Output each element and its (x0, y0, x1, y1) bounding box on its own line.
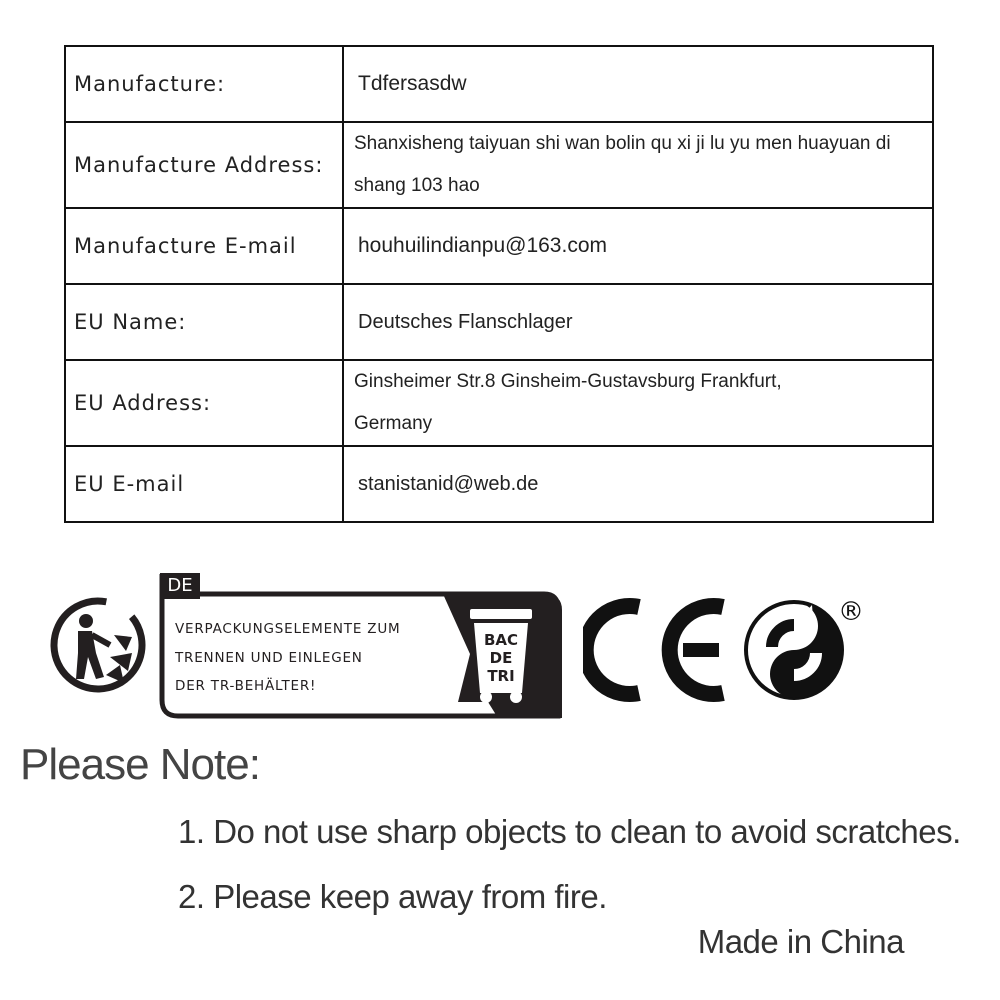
table-row (65, 208, 933, 284)
note-title: Please Note: (20, 740, 260, 789)
manufacture-address-line1: Shanxisheng taiyuan shi wan bolin qu xi ji lu yu men huayuan di (354, 133, 891, 154)
eu-address-line2: Germany (354, 413, 433, 434)
note-item-1: 1. Do not use sharp objects to clean to avoid scratches. (178, 813, 961, 850)
de-sorting-text (175, 615, 445, 701)
bin-text-de: DE (489, 649, 513, 667)
eu-email-label: EU E-mail (65, 446, 343, 522)
manufacture-address-value (343, 122, 933, 208)
de-country-tab: DE (160, 573, 200, 599)
green-dot-icon (742, 595, 852, 705)
manufacture-label: Manufacture: (65, 46, 343, 122)
manufacture-address-line2: shang 103 hao (354, 175, 480, 196)
table-row (65, 446, 933, 522)
eu-address-line1: Ginsheimer Str.8 Ginsheim-Gustavsburg Frankfurt, (354, 371, 782, 392)
manufacture-address-label: Manufacture Address: (65, 122, 343, 208)
note-item-2: 2. Please keep away from fire. (178, 878, 607, 915)
ce-mark-icon (583, 595, 733, 705)
triman-icon (48, 595, 148, 695)
eu-name-label: EU Name: (65, 284, 343, 360)
table-row (65, 46, 933, 122)
eu-address-value (343, 360, 933, 446)
manufacture-value: Tdfersasdw (343, 46, 933, 122)
table-row (65, 122, 933, 208)
info-table (64, 45, 934, 523)
bin-text-bac: BAC (483, 631, 519, 649)
manufacture-email-value: houhuilindianpu@163.com (343, 208, 933, 284)
made-in-label: Made in China (697, 923, 904, 960)
compliance-logos (0, 565, 1000, 725)
de-line-1: VERPACKUNGSELEMENTE ZUM (175, 621, 401, 637)
table-row (65, 284, 933, 360)
eu-address-label: EU Address: (65, 360, 343, 446)
bin-text-tri: TRI (487, 667, 515, 685)
table-row (65, 360, 933, 446)
bac-de-tri-bin-icon (466, 605, 536, 705)
manufacture-email-label: Manufacture E-mail (65, 208, 343, 284)
registered-mark: ® (838, 597, 864, 627)
eu-name-value: Deutsches Flanschlager (343, 284, 933, 360)
eu-email-value: stanistanid@web.de (343, 446, 933, 522)
de-line-3: DER TR-BEHÄLTER! (175, 678, 317, 694)
de-line-2: TRENNEN UND EINLEGEN (175, 649, 363, 666)
